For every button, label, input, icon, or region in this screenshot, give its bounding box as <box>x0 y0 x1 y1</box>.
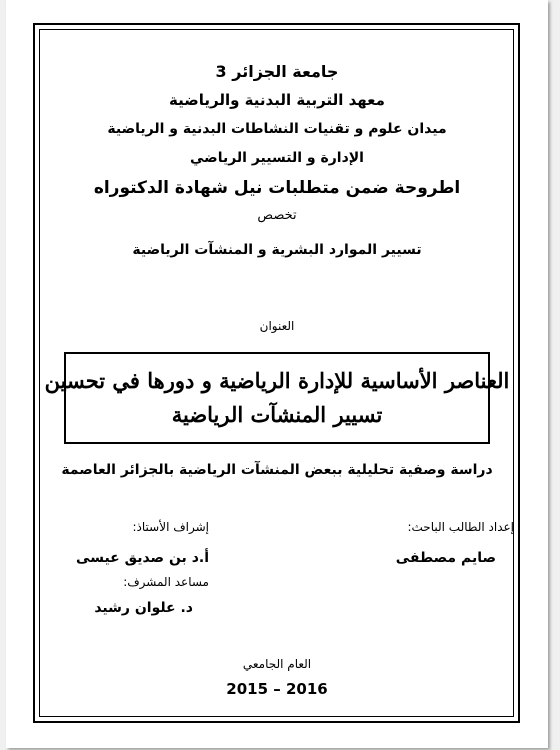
title-label: العنوان <box>259 319 295 333</box>
supervisor-name: أ.د بن صديق عيسى <box>76 550 209 566</box>
study-subtitle: دراسة وصفية تحليلية ببعض المنشآت الرياضية بالجزائر العاصمة <box>61 462 493 478</box>
university-name: جامعة الجزائر 3 <box>215 62 339 81</box>
specialty-label: تخصص <box>257 208 297 223</box>
field-name: ميدان علوم و تقنيات النشاطات البدنية و الرياضية <box>107 121 447 137</box>
branch-name: الإدارة و التسيير الرياضي <box>190 150 364 166</box>
assistant-supervisor-label: مساعد المشرف: <box>123 575 209 589</box>
specialty-name: تسيير الموارد البشرية و المنشآت الرياضية <box>132 242 422 258</box>
thesis-title-box <box>44 352 510 444</box>
academic-year: 2015 – 2016 <box>226 680 328 698</box>
academic-year-label: العام الجامعي <box>242 657 312 671</box>
student-name: صايم مصطفى <box>395 550 496 566</box>
assistant-supervisor-name: د. علوان رشيد <box>94 600 193 616</box>
document-page <box>6 0 548 748</box>
supervisor-label: إشراف الأستاذ: <box>132 520 209 534</box>
thesis-statement: اطروحة ضمن متطلبات نيل شهادة الدكتوراه <box>93 178 461 198</box>
thesis-title-line-2: تسيير المنشآت الرياضية <box>171 402 383 427</box>
student-label: إعداد الطالب الباحث: <box>407 520 514 534</box>
thesis-title-line-1: العناصر الأساسية للإدارة الرياضية و دورها في تحسين <box>44 368 510 393</box>
institute-name: معهد التربية البدنية والرياضية <box>169 91 385 109</box>
